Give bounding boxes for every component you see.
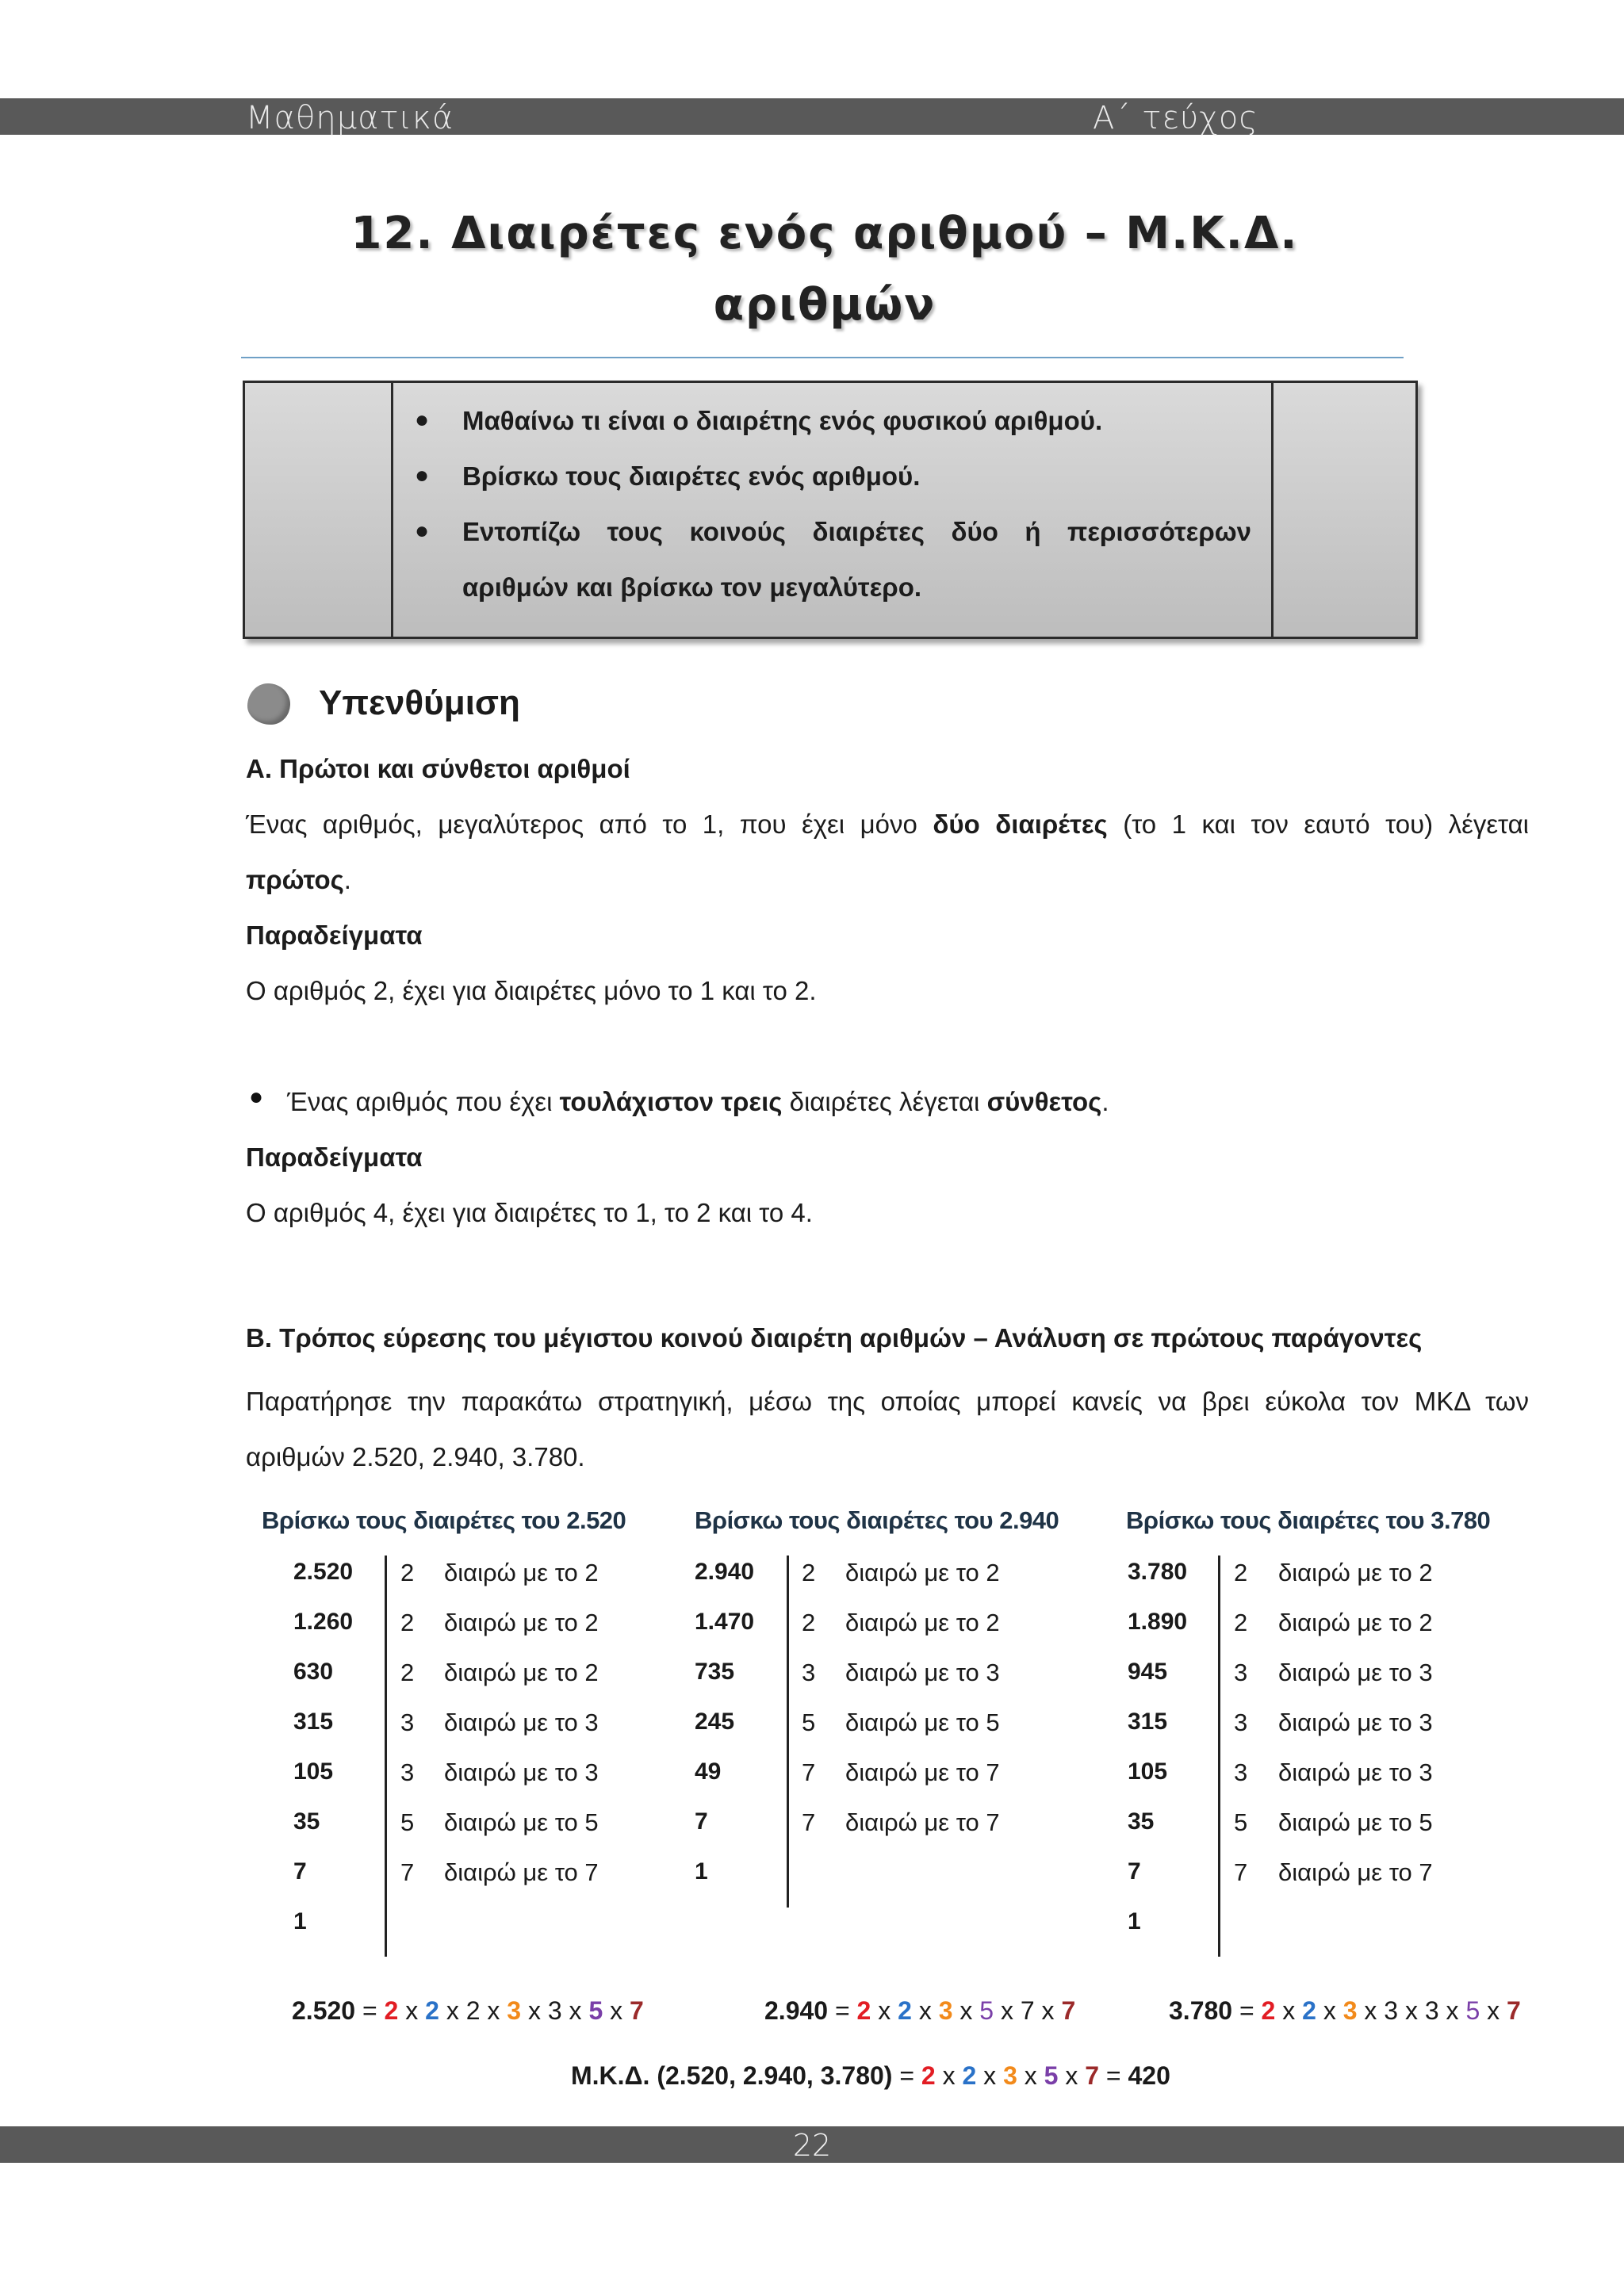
division-step-text: διαιρώ με το 5 <box>1278 1808 1433 1836</box>
division-divisor: 7 <box>400 1858 415 1886</box>
division-number: 35 <box>293 1808 320 1835</box>
header-volume: Α΄ τεύχος <box>1093 100 1258 136</box>
division-step-text: διαιρώ με το 7 <box>845 1758 1000 1786</box>
division-number: 35 <box>1128 1808 1155 1835</box>
gcd-result: Μ.Κ.Δ. (2.520, 2.940, 3.780) = 2 x 2 x 3 x 5 x 7 = 420 <box>571 2061 1170 2090</box>
page-title-line1: 12. Διαιρέτες ενός αριθμού – Μ.Κ.Δ. <box>350 208 1299 259</box>
prime-factor: 2 <box>1302 1996 1316 2025</box>
composite-definition: Ένας αριθμός που έχει τουλάχιστον τρεις διαιρέτες λέγεται σύνθετος. <box>287 1087 1109 1116</box>
division-number: 7 <box>293 1858 307 1885</box>
division-table-title: Βρίσκω τους διαιρέτες του 2.520 <box>262 1506 626 1534</box>
example-prime: Ο αριθμός 2, έχει για διαιρέτες μόνο το 1 και το 2. <box>246 976 817 1005</box>
bullet-icon: ● <box>415 407 430 433</box>
division-divisor: 2 <box>802 1559 816 1586</box>
page-number: 22 <box>792 2128 832 2163</box>
division-number: 630 <box>293 1659 334 1685</box>
prime-factor: 2 <box>425 1996 439 2025</box>
division-step-text: διαιρώ με το 2 <box>845 1559 1000 1586</box>
section-b-heading: Β. Τρόπος εύρεσης του μέγιστου κοινού διαιρέτη αριθμών – Ανάλυση σε πρώτους παράγοντες <box>246 1323 1423 1353</box>
division-divisor: 5 <box>400 1808 415 1836</box>
bullet-icon: ● <box>249 1084 264 1110</box>
division-number: 7 <box>695 1808 708 1835</box>
division-divisor: 3 <box>1234 1659 1248 1686</box>
division-table-2940 <box>695 1506 1123 1966</box>
division-number: 105 <box>1128 1758 1168 1785</box>
example-composite: Ο αριθμός 4, έχει για διαιρέτες το 1, το 2 και το 4. <box>246 1198 813 1227</box>
division-bar <box>1218 1556 1220 1957</box>
division-step-text: διαιρώ με το 2 <box>444 1609 599 1636</box>
prime-factor: 5 <box>1465 1996 1480 2025</box>
division-divisor: 7 <box>802 1758 816 1786</box>
prime-factor: 2 <box>921 2061 936 2090</box>
division-step-text: διαιρώ με το 5 <box>444 1808 599 1836</box>
division-number: 1.260 <box>293 1609 354 1635</box>
prime-factor: 7 <box>1020 1996 1035 2025</box>
reminder-title: Υπενθύμιση <box>319 683 520 722</box>
goal-item: Μαθαίνω τι είναι ο διαιρέτης ενός φυσικού αριθμού. <box>462 406 1103 435</box>
examples-heading: Παραδείγματα <box>246 1142 423 1172</box>
division-number: 735 <box>695 1659 735 1685</box>
division-number: 315 <box>1128 1709 1168 1735</box>
prime-factor: 7 <box>1507 1996 1521 2025</box>
division-bar <box>385 1556 387 1957</box>
factorization-3780: 3.780 = 2 x 2 x 3 x 3 x 3 x 5 x 7 <box>1169 1996 1521 2025</box>
division-step-text: διαιρώ με το 2 <box>1278 1609 1433 1636</box>
factorization-label: 2.520 <box>292 1996 356 2025</box>
division-divisor: 7 <box>1234 1858 1248 1886</box>
header-subject: Μαθηματικά <box>246 100 454 136</box>
division-divisor: 5 <box>1234 1808 1248 1836</box>
division-divisor: 3 <box>802 1659 816 1686</box>
division-step-text: διαιρώ με το 7 <box>845 1808 1000 1836</box>
section-a-paragraph-line2: πρώτος. <box>246 865 351 894</box>
division-number: 1.890 <box>1128 1609 1188 1635</box>
section-b-paragraph-line1: Παρατήρησε την παρακάτω στρατηγική, μέσω της οποίας μπορεί κανείς να βρει εύκολα τον ΜΚΔ των <box>246 1387 1529 1416</box>
factorization-label: 3.780 <box>1169 1996 1233 2025</box>
factorization-label: Μ.Κ.Δ. (2.520, 2.940, 3.780) <box>571 2061 893 2090</box>
division-divisor: 2 <box>400 1609 415 1636</box>
division-table-title: Βρίσκω τους διαιρέτες του 2.940 <box>695 1506 1059 1534</box>
division-step-text: διαιρώ με το 2 <box>444 1559 599 1586</box>
factorization-label: 2.940 <box>764 1996 829 2025</box>
division-step-text: διαιρώ με το 7 <box>444 1858 599 1886</box>
prime-factor: 5 <box>1044 2061 1059 2090</box>
prime-factor: 5 <box>979 1996 994 2025</box>
division-table-title: Βρίσκω τους διαιρέτες του 3.780 <box>1126 1506 1491 1534</box>
division-number: 1 <box>695 1858 708 1885</box>
division-divisor: 2 <box>400 1659 415 1686</box>
division-divisor: 3 <box>400 1758 415 1786</box>
prime-factor: 3 <box>507 1996 522 2025</box>
prime-factor: 2 <box>898 1996 912 2025</box>
division-divisor: 2 <box>802 1609 816 1636</box>
prime-factor: 2 <box>962 2061 977 2090</box>
goal-item: Βρίσκω τους διαιρέτες ενός αριθμού. <box>462 461 921 491</box>
header-bar <box>0 98 1624 135</box>
prime-factor: 3 <box>1424 1996 1439 2025</box>
division-divisor: 2 <box>1234 1559 1248 1586</box>
division-number: 1.470 <box>695 1609 755 1635</box>
division-step-text: διαιρώ με το 2 <box>1278 1559 1433 1586</box>
goals-divider-left <box>391 383 393 637</box>
division-step-text: διαιρώ με το 5 <box>845 1709 1000 1736</box>
prime-factor: 3 <box>547 1996 562 2025</box>
prime-factor: 7 <box>1085 2061 1100 2090</box>
division-number: 105 <box>293 1758 334 1785</box>
section-a-paragraph-line1: Ένας αριθμός, μεγαλύτερος από το 1, που έχει μόνο δύο διαιρέτες (το 1 και τον εαυτό του) λέγεται <box>246 809 1530 839</box>
gcd-value: 420 <box>1128 2061 1170 2090</box>
prime-factor: 3 <box>1003 2061 1017 2090</box>
division-step-text: διαιρώ με το 3 <box>444 1758 599 1786</box>
division-divisor: 3 <box>400 1709 415 1736</box>
section-b-paragraph-line2: αριθμών 2.520, 2.940, 3.780. <box>246 1442 585 1471</box>
goals-divider-right <box>1271 383 1274 637</box>
division-divisor: 3 <box>1234 1709 1248 1736</box>
prime-factor: 2 <box>856 1996 871 2025</box>
division-step-text: διαιρώ με το 7 <box>1278 1858 1433 1886</box>
prime-factor: 3 <box>1342 1996 1358 2025</box>
division-step-text: διαιρώ με το 3 <box>444 1709 599 1736</box>
division-number: 2.940 <box>695 1559 755 1585</box>
division-step-text: διαιρώ με το 3 <box>845 1659 1000 1686</box>
division-number: 7 <box>1128 1858 1141 1885</box>
factorization-2520: 2.520 = 2 x 2 x 2 x 3 x 3 x 5 x 7 <box>292 1996 644 2025</box>
division-divisor: 2 <box>1234 1609 1248 1636</box>
prime-factor: 7 <box>630 1996 644 2025</box>
division-divisor: 2 <box>400 1559 415 1586</box>
learning-goals-box <box>243 381 1418 639</box>
division-number: 1 <box>1128 1908 1141 1934</box>
division-number: 1 <box>293 1908 307 1934</box>
prime-factor: 3 <box>1384 1996 1399 2025</box>
division-step-text: διαιρώ με το 2 <box>845 1609 1000 1636</box>
division-step-text: διαιρώ με το 3 <box>1278 1758 1433 1786</box>
examples-heading: Παραδείγματα <box>246 920 423 950</box>
division-step-text: διαιρώ με το 3 <box>1278 1659 1433 1686</box>
prime-factor: 2 <box>465 1996 481 2025</box>
goal-item-continuation: αριθμών και βρίσκω τον μεγαλύτερο. <box>462 572 922 602</box>
division-bar <box>787 1556 789 1908</box>
reminder-blob-icon <box>247 683 290 725</box>
division-number: 49 <box>695 1758 722 1785</box>
division-divisor: 7 <box>802 1808 816 1836</box>
goal-item: Εντοπίζω τους κοινούς διαιρέτες δύο ή περισσότερων <box>462 517 1251 546</box>
title-underline <box>241 357 1404 358</box>
division-step-text: διαιρώ με το 2 <box>444 1659 599 1686</box>
division-divisor: 5 <box>802 1709 816 1736</box>
division-number: 945 <box>1128 1659 1168 1685</box>
division-table-3780 <box>1126 1506 1554 1966</box>
prime-factor: 2 <box>1261 1996 1276 2025</box>
division-divisor: 3 <box>1234 1758 1248 1786</box>
prime-factor: 2 <box>384 1996 399 2025</box>
factorization-2940: 2.940 = 2 x 2 x 3 x 5 x 7 x 7 <box>764 1996 1076 2025</box>
prime-factor: 7 <box>1061 1996 1076 2025</box>
bullet-icon: ● <box>415 462 430 488</box>
division-step-text: διαιρώ με το 3 <box>1278 1709 1433 1736</box>
prime-factor: 5 <box>588 1996 603 2025</box>
division-number: 245 <box>695 1709 735 1735</box>
division-table-2520 <box>262 1506 690 1966</box>
bullet-icon: ● <box>415 518 430 544</box>
page-title-line2: αριθμών <box>713 279 936 331</box>
division-number: 2.520 <box>293 1559 354 1585</box>
division-number: 315 <box>293 1709 334 1735</box>
prime-factor: 3 <box>938 1996 953 2025</box>
section-a-heading: Α. Πρώτοι και σύνθετοι αριθμοί <box>246 754 630 783</box>
division-number: 3.780 <box>1128 1559 1188 1585</box>
